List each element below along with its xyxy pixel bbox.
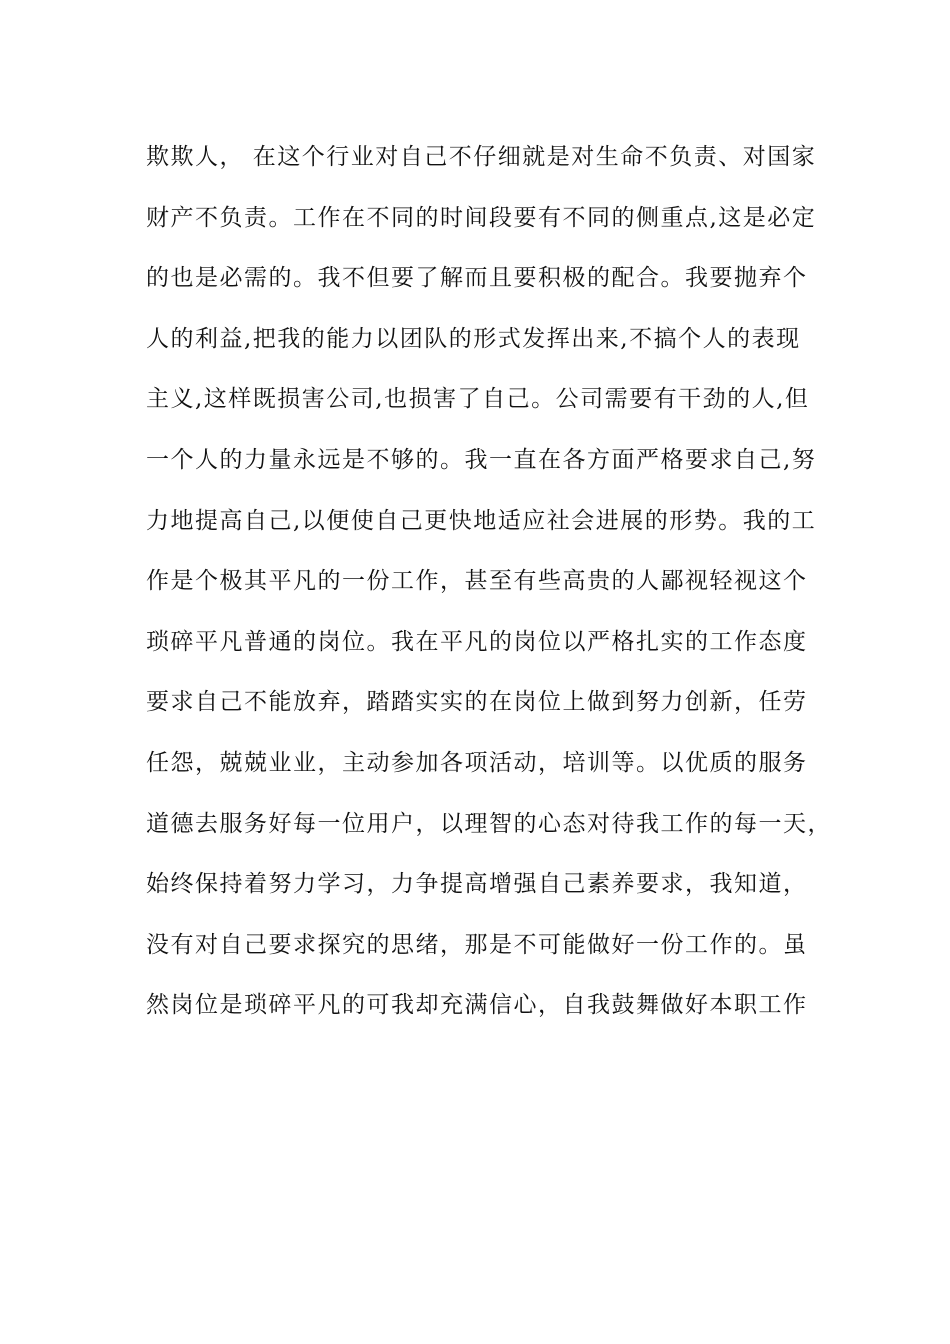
text-line: 主义,这样既损害公司,也损害了自己。公司需要有干劲的人,但 xyxy=(146,386,810,413)
text-line: 琐碎平凡普通的岗位。我在平凡的岗位以严格扎实的工作态度 xyxy=(146,628,808,655)
text-line: 然岗位是琐碎平凡的可我却充满信心，自我鼓舞做好本职工作 xyxy=(146,992,808,1019)
text-line: 要求自己不能放弃，踏踏实实的在岗位上做到努力创新，任劳 xyxy=(146,689,808,716)
text-line: 始终保持着努力学习，力争提高增强自己素养要求，我知道， xyxy=(146,871,808,898)
text-line: 任怨，兢兢业业，主动参加各项活动，培训等。以优质的服务 xyxy=(146,749,808,776)
text-line: 作是个极其平凡的一份工作，甚至有些高贵的人鄙视轻视这个 xyxy=(146,568,808,595)
text-line: 道德去服务好每一位用户，以理智的心态对待我工作的每一天， xyxy=(146,810,832,837)
text-line: 财产不负责。工作在不同的时间段要有不同的侧重点,这是必定 xyxy=(146,204,817,231)
text-line: 的也是必需的。我不但要了解而且要积极的配合。我要抛弃个 xyxy=(146,265,808,292)
text-line: 力地提高自己,以便使自己更快地适应社会进展的形势。我的工 xyxy=(146,507,817,534)
text-line: 欺欺人， 在这个行业对自己不仔细就是对生命不负责、对国家 xyxy=(146,144,817,170)
body-text xyxy=(146,128,832,1034)
text-line: 没有对自己要求探究的思绪，那是不可能做好一份工作的。虽 xyxy=(146,931,808,958)
text-line: 一个人的力量永远是不够的。我一直在各方面严格要求自己,努 xyxy=(146,446,817,473)
text-line: 人的利益,把我的能力以团队的形式发挥出来,不搞个人的表现 xyxy=(146,325,801,352)
paragraph xyxy=(146,128,832,1034)
